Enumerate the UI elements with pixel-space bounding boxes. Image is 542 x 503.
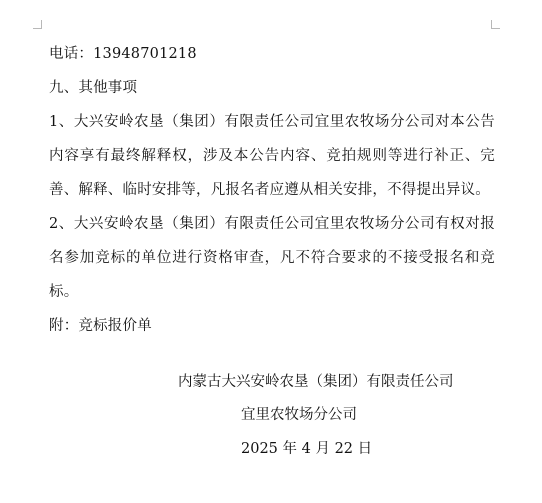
paragraph-1: 1、大兴安岭农垦（集团）有限责任公司宜里农牧场分公司对本公告内容享有最终解释权，涉及本公告内容、竞拍规则等进行补正、完善、解释、临时安排等，凡报名者应遵从相关安排，不得提出异议。 (49, 114, 495, 198)
top-right-crop-mark (491, 20, 500, 29)
phone-line: 电话：13948701218 (49, 46, 197, 62)
attachment-line: 附：竞标报价单 (49, 318, 152, 334)
section-heading: 九、其他事项 (49, 80, 138, 96)
signature-company: 内蒙古大兴安岭农垦（集团）有限责任公司 (178, 374, 454, 390)
signature-branch: 宜里农牧场分公司 (241, 407, 357, 423)
document-body (49, 37, 495, 343)
signature-date: 2025 年 4 月 22 日 (241, 441, 373, 457)
paragraph-2: 2、大兴安岭农垦（集团）有限责任公司宜里农牧场分公司有权对报名参加竞标的单位进行资格审查，凡不符合要求的不接受报名和竞标。 (49, 216, 495, 300)
top-left-crop-mark (33, 20, 42, 29)
